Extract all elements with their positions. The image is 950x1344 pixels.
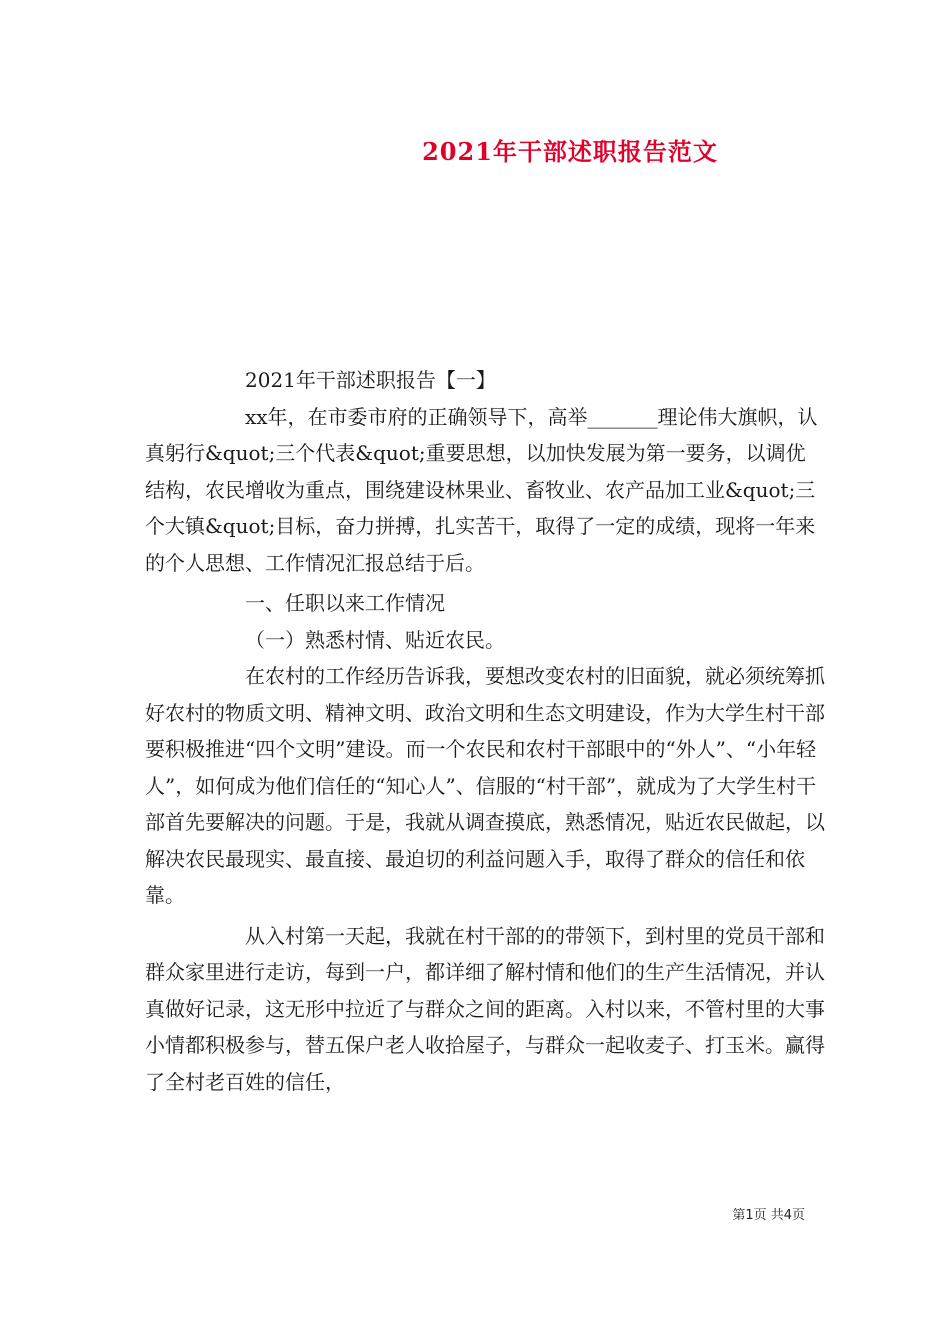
section-heading: 2021年干部述职报告【一】 bbox=[245, 368, 496, 392]
body-paragraph: 在农村的工作经历告诉我，要想改变农村的旧面貌，就必须统筹抓好农村的物质文明、精神文明、政治文明和生态文明建设，作为大学生村干部要积极推进“四个文明”建设。而一个农民和农村干部眼中的“外人”、“小年轻人”，如何成为他们信任的“知心人”、信服的“村干部”，就成为了大学生村干部首先要解决的问题。于是，我就从调查摸底，熟悉情况，贴近农民做起，以解决农民最现实、最直接、最迫切的利益问题入手，取得了群众的信任和依靠。 bbox=[145, 664, 825, 907]
document-title: 2021年干部述职报告范文 bbox=[422, 137, 718, 166]
subsection-heading: （一）熟悉村情、贴近农民。 bbox=[245, 627, 505, 652]
body-paragraph: 从入村第一天起，我就在村干部的的带领下，到村里的党员干部和群众家里进行走访，每到一户，都详细了解村情和他们的生产生活情况，并认真做好记录，这无形中拉近了与群众之间的距离。入村以来，不管村里的大事小情都积极参与，替五保户老人收拾屋子，与群众一起收麦子、打玉米。赢得了全村老百姓的信任， bbox=[145, 923, 825, 1094]
body-paragraph: xx年，在市委市府的正确领导下，高举_______理论伟大旗帜，认真躬行&quot;三个代表&quot;重要思想，以加快发展为第一要务，以调优结构，农民增收为重点，围绕建设林果业、畜牧业、农产品加工业&quot;三个大镇&quot;目标，奋力拼搏，扎实苦干，取得了一定的成绩，现将一年来的个人思想、工作情况汇报总结于后。 bbox=[145, 404, 818, 575]
document-body bbox=[145, 362, 825, 1100]
page-number: 第1页 共4页 bbox=[732, 1208, 805, 1223]
section-heading: 一、任职以来工作情况 bbox=[245, 591, 445, 615]
